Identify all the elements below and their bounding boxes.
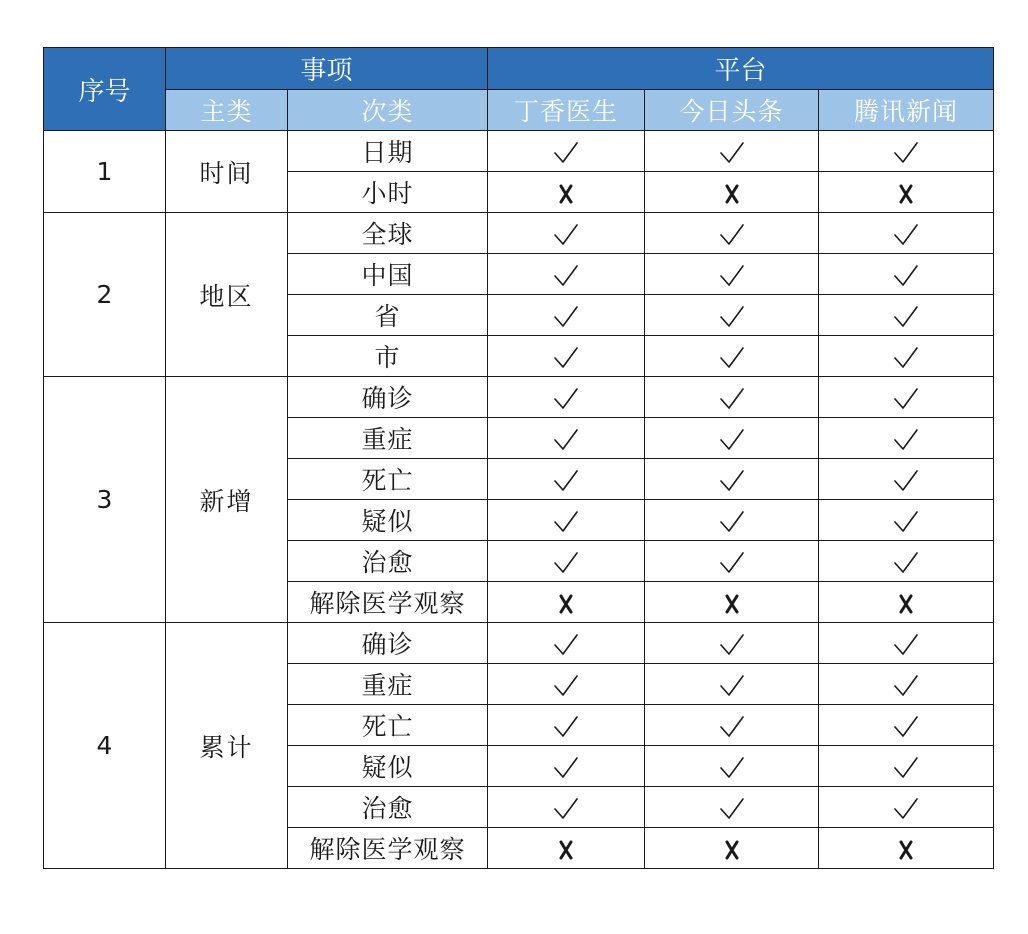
check-icon [553, 793, 579, 822]
main-type-cell: 新增 [166, 377, 288, 623]
platform-mark-cell [645, 131, 819, 172]
cross-icon [558, 178, 574, 207]
header-items: 事项 [166, 48, 488, 90]
sub-type-cell: 死亡 [288, 705, 488, 746]
platform-mark-cell [819, 418, 994, 459]
sub-type-cell: 确诊 [288, 623, 488, 664]
platform-mark-cell [488, 336, 645, 377]
platform-mark-cell [488, 418, 645, 459]
platform-mark-cell [645, 295, 819, 336]
platform-mark-cell [488, 623, 645, 664]
platform-mark-cell [819, 746, 994, 787]
cross-icon [724, 834, 740, 863]
header-platform: 平台 [488, 48, 994, 90]
check-icon [893, 219, 919, 248]
check-icon [893, 137, 919, 166]
check-icon [893, 301, 919, 330]
platform-mark-cell [645, 705, 819, 746]
platform-mark-cell [488, 705, 645, 746]
platform-mark-cell [488, 172, 645, 213]
platform-mark-cell [645, 582, 819, 623]
platform-mark-cell [645, 459, 819, 500]
header-seq: 序号 [44, 48, 166, 131]
table-row [44, 623, 994, 664]
table-row [44, 213, 994, 254]
platform-mark-cell [819, 172, 994, 213]
sub-type-cell: 解除医学观察 [288, 582, 488, 623]
check-icon [719, 752, 745, 781]
platform-mark-cell [488, 131, 645, 172]
sub-type-cell: 中国 [288, 254, 488, 295]
check-icon [553, 301, 579, 330]
platform-mark-cell [488, 254, 645, 295]
platform-mark-cell [488, 541, 645, 582]
check-icon [893, 670, 919, 699]
check-icon [893, 424, 919, 453]
platform-mark-cell [488, 787, 645, 828]
platform-mark-cell [819, 828, 994, 869]
check-icon [553, 260, 579, 289]
check-icon [719, 506, 745, 535]
cross-icon [898, 588, 914, 617]
cross-icon [724, 178, 740, 207]
check-icon [553, 711, 579, 740]
check-icon [893, 260, 919, 289]
sub-type-cell: 疑似 [288, 500, 488, 541]
check-icon [893, 547, 919, 576]
platform-mark-cell [645, 541, 819, 582]
platform-mark-cell [645, 254, 819, 295]
main-type-cell: 地区 [166, 213, 288, 377]
platform-mark-cell [645, 828, 819, 869]
check-icon [719, 424, 745, 453]
check-icon [553, 424, 579, 453]
check-icon [719, 547, 745, 576]
check-icon [719, 629, 745, 658]
table-row [44, 377, 994, 418]
check-icon [553, 383, 579, 412]
platform-mark-cell [645, 172, 819, 213]
check-icon [893, 465, 919, 494]
header-sub-type: 次类 [288, 90, 488, 131]
platform-mark-cell [819, 582, 994, 623]
check-icon [893, 342, 919, 371]
platform-mark-cell [819, 541, 994, 582]
check-icon [719, 383, 745, 412]
check-icon [553, 342, 579, 371]
platform-mark-cell [488, 377, 645, 418]
platform-mark-cell [819, 623, 994, 664]
platform-mark-cell [645, 377, 819, 418]
sub-type-cell: 治愈 [288, 541, 488, 582]
check-icon [553, 465, 579, 494]
header-platform-1: 丁香医生 [488, 90, 645, 131]
check-icon [719, 260, 745, 289]
platform-mark-cell [819, 336, 994, 377]
sub-type-cell: 重症 [288, 664, 488, 705]
check-icon [553, 506, 579, 535]
cross-icon [558, 834, 574, 863]
data-table [43, 47, 994, 869]
check-icon [893, 752, 919, 781]
cross-icon [724, 588, 740, 617]
check-icon [893, 506, 919, 535]
sub-type-cell: 省 [288, 295, 488, 336]
check-icon [893, 711, 919, 740]
check-icon [719, 711, 745, 740]
platform-mark-cell [488, 500, 645, 541]
platform-mark-cell [645, 336, 819, 377]
table-body [44, 131, 994, 869]
cross-icon [898, 834, 914, 863]
platform-mark-cell [645, 213, 819, 254]
platform-mark-cell [819, 254, 994, 295]
check-icon [719, 465, 745, 494]
sub-type-cell: 小时 [288, 172, 488, 213]
check-icon [553, 547, 579, 576]
platform-mark-cell [819, 664, 994, 705]
platform-mark-cell [819, 705, 994, 746]
platform-mark-cell [488, 295, 645, 336]
check-icon [719, 670, 745, 699]
platform-mark-cell [819, 459, 994, 500]
cross-icon [898, 178, 914, 207]
sub-type-cell: 治愈 [288, 787, 488, 828]
platform-mark-cell [819, 500, 994, 541]
platform-mark-cell [488, 213, 645, 254]
main-type-cell: 累计 [166, 623, 288, 869]
sub-type-cell: 死亡 [288, 459, 488, 500]
check-icon [719, 137, 745, 166]
main-type-cell: 时间 [166, 131, 288, 213]
platform-mark-cell [645, 500, 819, 541]
header-platform-2: 今日头条 [645, 90, 819, 131]
platform-mark-cell [488, 582, 645, 623]
check-icon [719, 793, 745, 822]
seq-cell: 3 [44, 377, 166, 623]
platform-mark-cell [645, 664, 819, 705]
platform-mark-cell [819, 131, 994, 172]
check-icon [553, 670, 579, 699]
check-icon [719, 342, 745, 371]
cross-icon [558, 588, 574, 617]
platform-mark-cell [819, 213, 994, 254]
check-icon [719, 219, 745, 248]
seq-cell: 2 [44, 213, 166, 377]
sub-type-cell: 疑似 [288, 746, 488, 787]
sub-type-cell: 市 [288, 336, 488, 377]
table-row [44, 131, 994, 172]
platform-mark-cell [819, 377, 994, 418]
check-icon [553, 137, 579, 166]
check-icon [893, 383, 919, 412]
check-icon [553, 219, 579, 248]
header-main-type: 主类 [166, 90, 288, 131]
platform-mark-cell [819, 787, 994, 828]
seq-cell: 4 [44, 623, 166, 869]
seq-cell: 1 [44, 131, 166, 213]
sub-type-cell: 确诊 [288, 377, 488, 418]
platform-mark-cell [488, 459, 645, 500]
platform-mark-cell [488, 746, 645, 787]
header-platform-3: 腾讯新闻 [819, 90, 994, 131]
check-icon [719, 301, 745, 330]
platform-mark-cell [645, 746, 819, 787]
check-icon [893, 629, 919, 658]
platform-mark-cell [819, 295, 994, 336]
platform-mark-cell [645, 623, 819, 664]
sub-type-cell: 解除医学观察 [288, 828, 488, 869]
sub-type-cell: 全球 [288, 213, 488, 254]
platform-mark-cell [488, 664, 645, 705]
platform-mark-cell [645, 418, 819, 459]
check-icon [893, 793, 919, 822]
check-icon [553, 629, 579, 658]
platform-mark-cell [645, 787, 819, 828]
check-icon [553, 752, 579, 781]
sub-type-cell: 重症 [288, 418, 488, 459]
sub-type-cell: 日期 [288, 131, 488, 172]
platform-mark-cell [488, 828, 645, 869]
